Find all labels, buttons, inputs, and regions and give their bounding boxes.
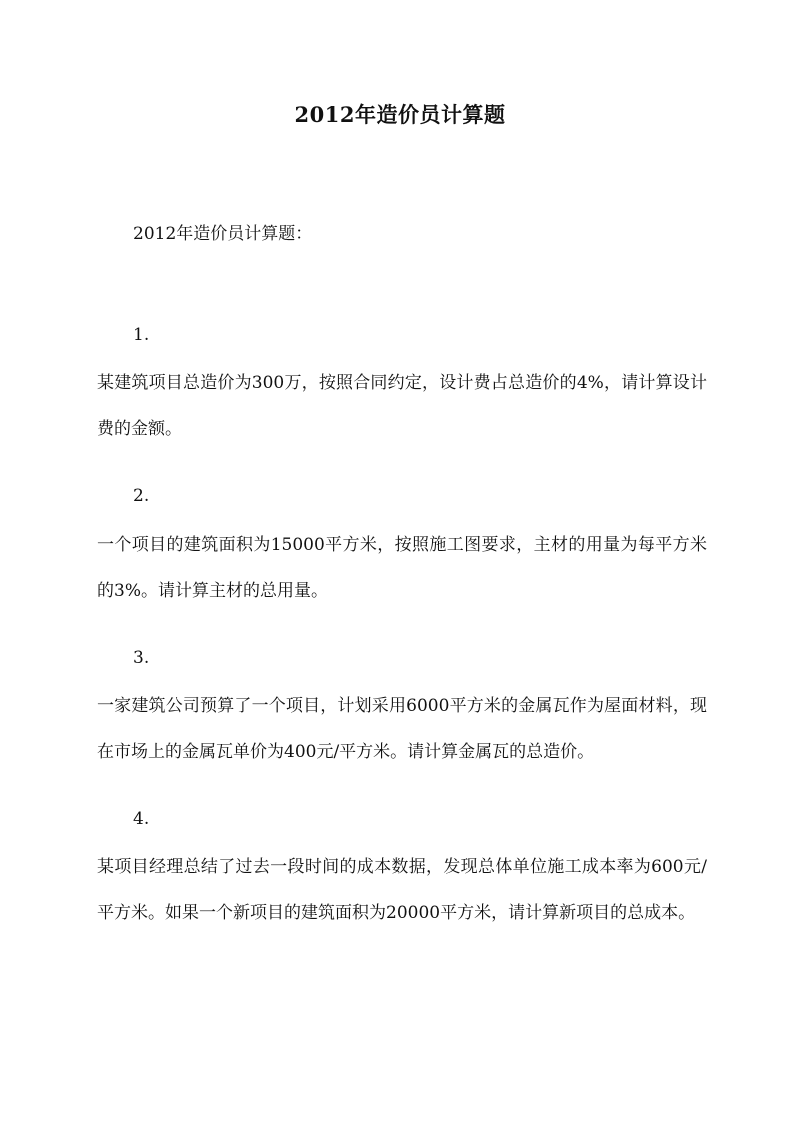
question-4-number: 4.	[133, 809, 150, 829]
document-title: 2012年造价员计算题	[294, 102, 506, 127]
question-2-text: 一个项目的建筑面积为15000平方米，按照施工图要求，主材的用量为每平方米的3%。请计算主材的总用量。	[97, 535, 707, 601]
intro-text: 2012年造价员计算题：	[133, 224, 313, 244]
question-4-text: 某项目经理总结了过去一段时间的成本数据，发现总体单位施工成本率为600元/平方米。如果一个新项目的建筑面积为20000平方米，请计算新项目的总成本。	[97, 857, 707, 923]
question-3-text: 一家建筑公司预算了一个项目，计划采用6000平方米的金属瓦作为屋面材料，现在市场上的金属瓦单价为400元/平方米。请计算金属瓦的总造价。	[97, 696, 707, 762]
question-1-text: 某建筑项目总造价为300万，按照合同约定，设计费占总造价的4%，请计算设计费的金额。	[97, 373, 707, 439]
question-3-number: 3.	[133, 648, 150, 668]
question-2-number: 2.	[133, 486, 150, 506]
question-1-number: 1.	[133, 325, 150, 345]
